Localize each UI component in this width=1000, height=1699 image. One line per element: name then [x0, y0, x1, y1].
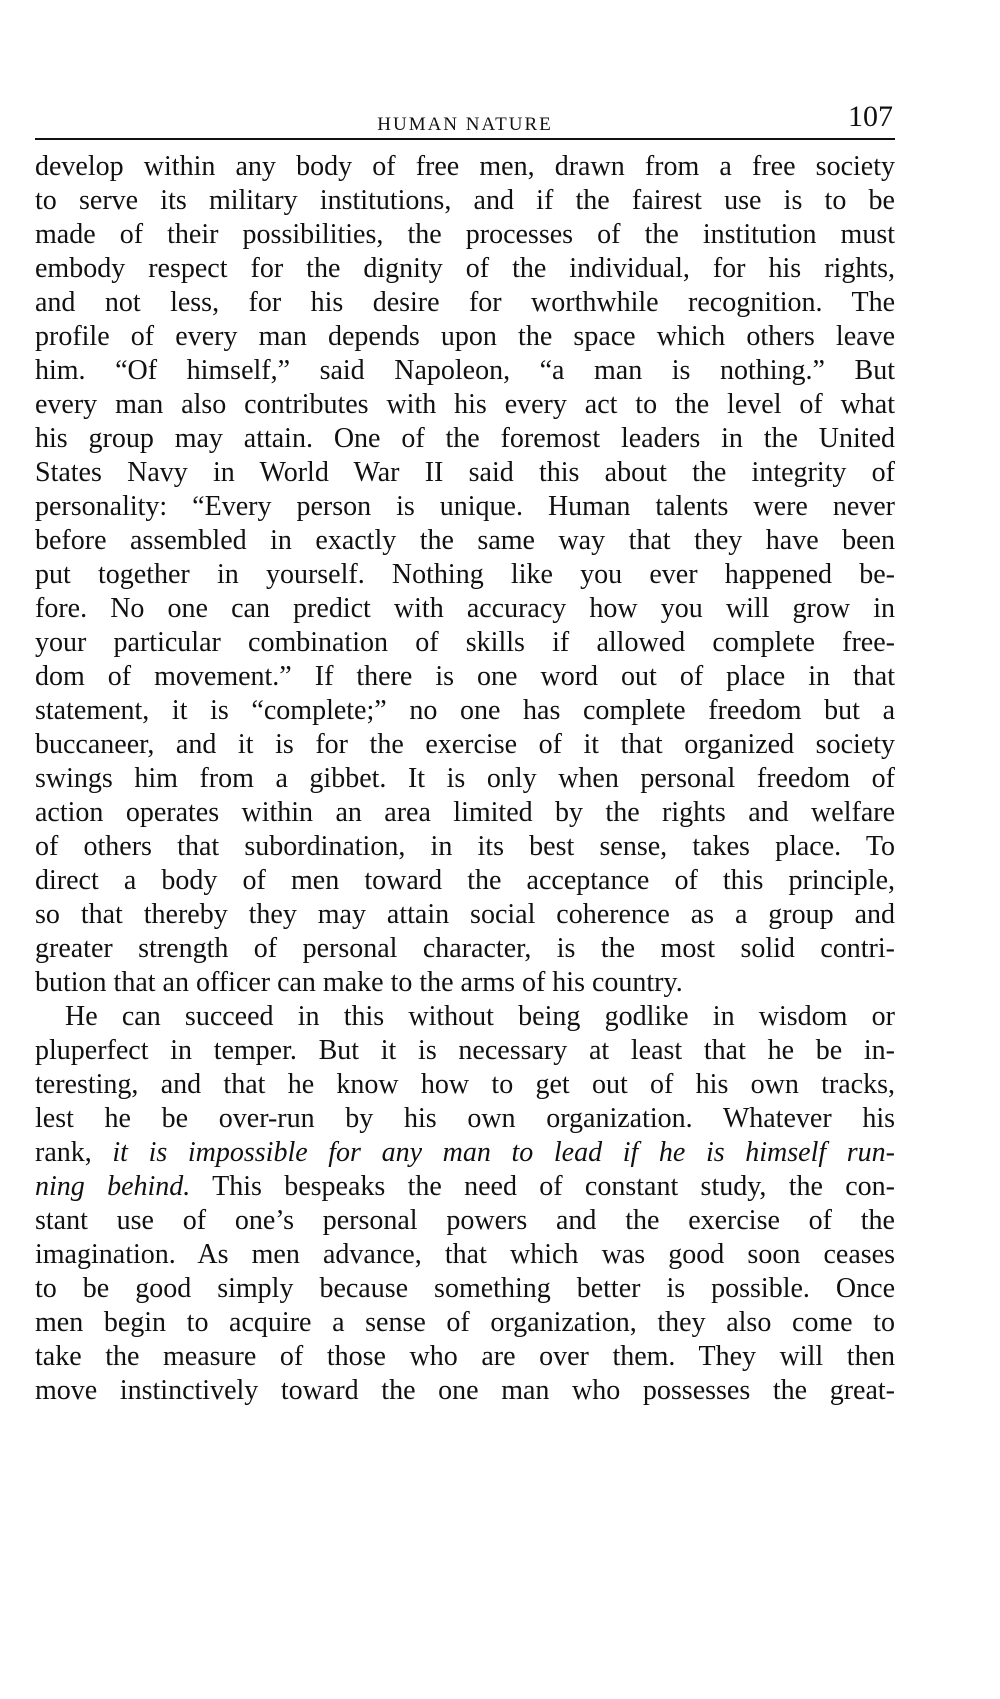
text-line: dom of movement.” If there is one word out of place in that	[35, 661, 895, 692]
text-line: to be good simply because something better is possible. Once	[35, 1273, 895, 1304]
text-line: swings him from a gibbet. It is only when personal freedom of	[35, 763, 895, 794]
header-rule	[35, 138, 895, 140]
running-head	[35, 100, 895, 140]
text-line: teresting, and that he know how to get out of his own tracks,	[35, 1069, 895, 1100]
text-line: develop within any body of free men, drawn from a free society	[35, 151, 895, 182]
text-line: pluperfect in temper. But it is necessary at least that he be in-	[35, 1035, 895, 1066]
text-line: bution that an officer can make to the arms of his country.	[35, 967, 683, 998]
text-line	[35, 1136, 895, 1170]
running-title: HUMAN NATURE	[377, 114, 553, 135]
text-line: put together in yourself. Nothing like you ever happened be-	[35, 559, 895, 590]
text-line: of others that subordination, in its best sense, takes place. To	[35, 831, 895, 862]
text-line: his group may attain. One of the foremost leaders in the United	[35, 423, 895, 454]
italic-emphasis: ning behind.	[35, 1171, 191, 1202]
text-line: direct a body of men toward the acceptance of this principle,	[35, 865, 895, 896]
text-line: before assembled in exactly the same way that they have been	[35, 525, 895, 556]
text-line: every man also contributes with his every act to the level of what	[35, 389, 895, 420]
paragraph-2	[35, 1000, 895, 1408]
text-line: profile of every man depends upon the space which others leave	[35, 321, 895, 352]
page-number: 107	[848, 100, 893, 133]
text-line: so that thereby they may attain social coherence as a group and	[35, 899, 895, 930]
text-line: men begin to acquire a sense of organization, they also come to	[35, 1307, 895, 1338]
text-line: made of their possibilities, the processes of the institution must	[35, 219, 895, 250]
text-line: him. “Of himself,” said Napoleon, “a man is nothing.” But	[35, 355, 895, 386]
text-line	[35, 1170, 895, 1204]
text-line: lest he be over-run by his own organization. Whatever his	[35, 1103, 895, 1134]
text-line: statement, it is “complete;” no one has complete freedom but a	[35, 695, 895, 726]
text-line: States Navy in World War II said this about the integrity of	[35, 457, 895, 488]
text-line: and not less, for his desire for worthwhile recognition. The	[35, 287, 895, 318]
body-text	[35, 150, 895, 1408]
text-line: to serve its military institutions, and if the fairest use is to be	[35, 185, 895, 216]
text-line: greater strength of personal character, is the most solid contri-	[35, 933, 895, 964]
text-line: fore. No one can predict with accuracy how you will grow in	[35, 593, 895, 624]
text-line: buccaneer, and it is for the exercise of it that organized society	[35, 729, 895, 760]
italic-emphasis: it is impossible for any man to lead if he is himself run-	[112, 1137, 895, 1168]
text-line: imagination. As men advance, that which was good soon ceases	[35, 1239, 895, 1270]
paragraph-1	[35, 150, 895, 1000]
text-run: rank,	[35, 1137, 113, 1168]
text-run: This bespeaks the need of constant study, the con-	[190, 1171, 895, 1202]
text-line: your particular combination of skills if allowed complete free-	[35, 627, 895, 658]
text-line: embody respect for the dignity of the individual, for his rights,	[35, 253, 895, 284]
text-line: action operates within an area limited by the rights and welfare	[35, 797, 895, 828]
text-line: move instinctively toward the one man who possesses the great-	[35, 1375, 895, 1406]
text-line: He can succeed in this without being godlike in wisdom or	[65, 1001, 895, 1032]
text-line: stant use of one’s personal powers and the exercise of the	[35, 1205, 895, 1236]
text-line: personality: “Every person is unique. Human talents were never	[35, 491, 895, 522]
text-line: take the measure of those who are over them. They will then	[35, 1341, 895, 1372]
